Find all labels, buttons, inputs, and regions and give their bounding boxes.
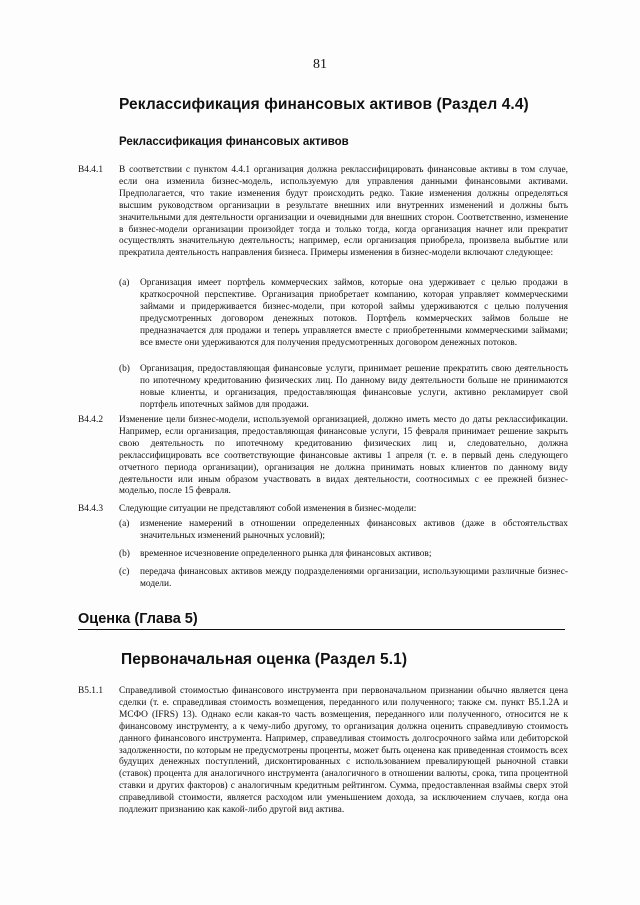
paragraph-b4-4-1-items bbox=[78, 278, 568, 349]
paragraph-b4-4-3-items bbox=[78, 519, 568, 591]
paragraph-number: B4.4.3 bbox=[78, 504, 104, 514]
list-item-text: Организация, предоставляющая финансовые услуги, принимает решение прекратить свою деятельность по ипотечному кредитованию физических лиц. По данному виду деятельности больше не принимаются новые клиенты, и организация, предоставляющая финансовые услуги, активно рекламирует свой портфель ипотечных займов для продажи. bbox=[140, 364, 568, 410]
paragraph-number: B4.4.2 bbox=[78, 415, 104, 425]
page-number: 81 bbox=[313, 57, 327, 72]
chapter-5-title: Оценка (Глава 5) bbox=[78, 611, 565, 630]
list-item-text: изменение намерений в отношении определенных финансовых активов (даже в обстоятельствах значительных изменений рыночных условий); bbox=[140, 519, 568, 541]
paragraph-text: В соответствии с пунктом 4.4.1 организация должна реклассифицировать финансовые активы в том случае, если она изменила бизнес-модель, используемую для управления данными финансовыми активами. Предполагается, что такие изменения будут происходить редко. Такие изменения должны определяться высшим руководством организации в результате внешних или внутренних изменений и должны быть значительными для деятельности организации и очевидными для внешних сторон. Соответственно, изменение в бизнес-модели организации произойдет тогда и только тогда, когда организация начнет или прекратит осуществлять значительную деятельность; например, если организация приобрела, произвела выбытие или прекратила деятельность направления бизнеса. Примеры изменения в бизнес-модели включают следующее: bbox=[119, 165, 568, 259]
list-item bbox=[119, 567, 568, 591]
section-4-4-title: Реклассификация финансовых активов (Раздел 4.4) bbox=[119, 96, 529, 113]
list-item-text: передача финансовых активов между подразделениями организации, использующими различные бизнес-модели. bbox=[140, 566, 568, 589]
section-5-1-title: Первоначальная оценка (Раздел 5.1) bbox=[121, 651, 408, 668]
paragraph-text: Справедливой стоимостью финансового инструмента при первоначальном признании обычно является цена сделки (т. е. справедливая стоимость возмещения, переданного или полученного; также см. пункт B5.1.2A и МСФО (IFRS) 13). Однако если какая-то часть возмещения, переданного или полученного, относится не к финансовому инструменту, а к чему-либо другому, то организация должна оценить справедливую стоимость данного финансового инструмента. Например, справедливая стоимость долгосрочного займа или дебиторской задолженности, по которым не предусмотрены проценты, может быть оценена как приведенная стоимость всех будущих денежных поступлений, дисконтированных с использованием превалирующей рыночной ставки (ставок) процента для аналогичного инструмента (аналогичного в отношении валюты, срока, типа процентной ставки и других факторов) с аналогичным кредитным рейтингом. Сумма, предоставленная взаймы сверх этой справедливой стоимости, является расходом или уменьшением дохода, за исключением случаев, когда она подлежит признанию как какой-либо другой вид актива. bbox=[119, 686, 568, 816]
paragraph-text: Следующие ситуации не представляют собой изменения в бизнес-модели: bbox=[119, 504, 417, 514]
list-item bbox=[119, 549, 568, 561]
paragraph-number: B5.1.1 bbox=[78, 686, 104, 696]
list-item-label: (c) bbox=[119, 566, 130, 577]
paragraph-b4-4-3 bbox=[78, 504, 568, 516]
list-item-label: (a) bbox=[119, 278, 130, 288]
paragraph-number: B4.4.1 bbox=[78, 165, 104, 175]
list-item-label: (b) bbox=[119, 548, 130, 559]
list-item bbox=[119, 519, 568, 543]
list-item-label: (b) bbox=[119, 364, 130, 374]
paragraph-b4-4-1-items-b bbox=[78, 364, 568, 412]
paragraph-text: Изменение цели бизнес-модели, используемой организацией, должно иметь место до даты реклассификации. Например, если организация, предоставляющая финансовые услуги, 15 февраля принимает решение закрыть свою деятельность по ипотечному кредитованию физических лиц и, следовательно, должна реклассифицировать все соответствующие финансовые активы 1 апреля (т. е. в первый день следующего отчетного периода организации), организация не должна принимать новых клиентов по данному виду деятельности или иным образом участвовать в видах деятельности, соотносимых с ее прежней бизнес-моделью, после 15 февраля. bbox=[119, 415, 568, 497]
list-item bbox=[119, 278, 568, 349]
section-4-4-subtitle: Реклассификация финансовых активов bbox=[119, 136, 349, 148]
paragraph-b4-4-1 bbox=[78, 165, 568, 260]
list-item-text: Организация имеет портфель коммерческих займов, которые она удерживает с целью продажи в краткосрочной перспективе. Организация приобретает компанию, которая управляет коммерческими займами и придерживается бизнес-модели, при которой займы удерживаются с целью получения предусмотренных договором денежных потоков. Портфель коммерческих займов больше не предназначается для продажи и теперь управляется вместе с приобретенными коммерческими займами; все вместе они удерживаются для получения предусмотренных договором денежных потоков. bbox=[140, 278, 568, 348]
paragraph-b5-1-1 bbox=[78, 686, 568, 817]
paragraph-b4-4-2 bbox=[78, 415, 568, 498]
list-item-text: временное исчезновение определенного рынка для финансовых активов; bbox=[140, 548, 432, 559]
list-item-label: (a) bbox=[119, 519, 130, 529]
list-item bbox=[119, 364, 568, 412]
